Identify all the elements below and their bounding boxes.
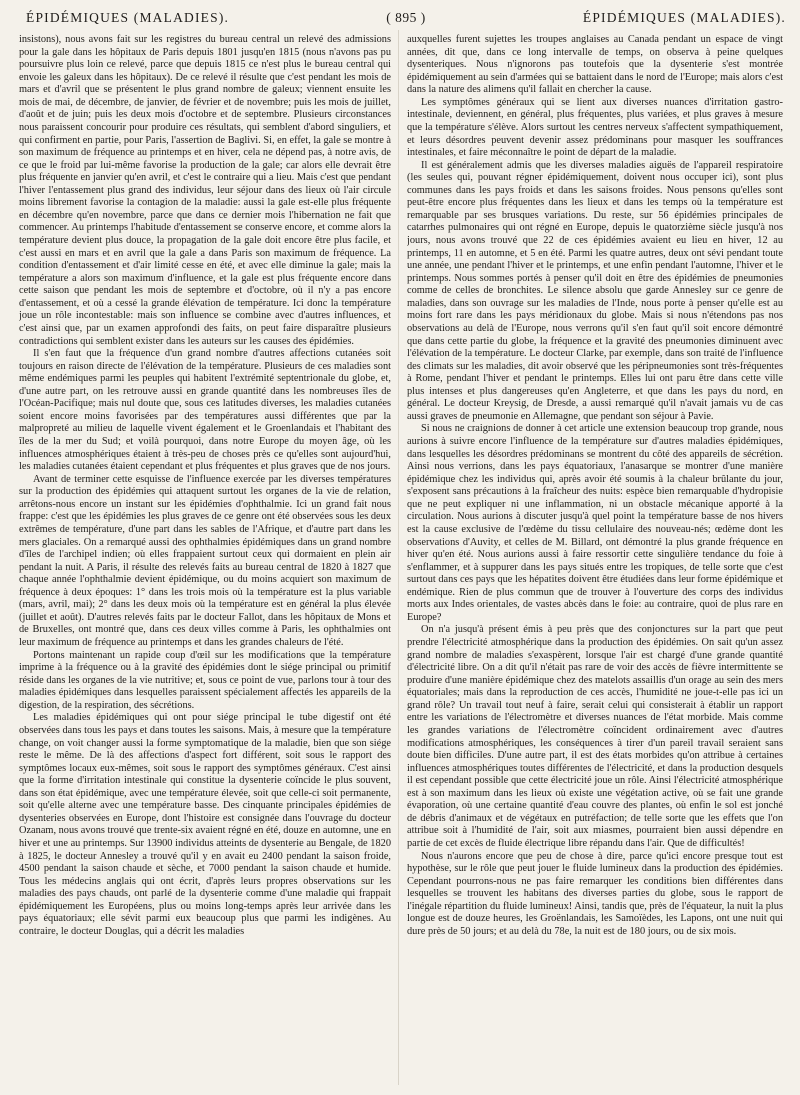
page-number: ( 895 ) xyxy=(386,10,426,25)
paragraph: On n'a jusqu'à présent émis à peu près que des conjonctures sur la part que peut prendre l'électricité atmosphérique dans la production des épidémies. On sait qu'un assez grand nombre de maladies s'exaspèrent, lorsque l'air est chargé d'une grande quantité d'électricité libre. On a dit qu'il n'était pas rare de voir des accès de fièvre intermittente se produire d'une manière épidémique chez des matelots assaillis d'un orage au sein des mers équatoriales; mais dans la reproduction de ces accès, l'humidité ne joue-t-elle pas ici un grand rôle? Un travail tout neuf à faire, serait celui qui consisterait à établir un rapport entre les variations de l'électromètre et diverses nuances de l'état morbide. Mais comme les grandes variations de l'électromètre coïncident ordinairement avec d'autres modifications atmosphériques, les conséquences à tirer d'un pareil travail seraient sans doute bien difficiles. D'une autre part, il est des états morbides qu'on attribue à certaines influences atmosphériques toutes différentes de l'électricité, et dans la production desquels il est cependant possible que cette électricité joue un rôle. Ainsi l'électricité atmosphérique est à son maximum dans les lieux où existe une végétation active, où se fait une grande évaporation, où une certaine quantité d'eau couvre des plantes, où enfin le sol est jonché de débris d'animaux et de végétaux en putréfaction; de telle sorte que les effets que l'on attribue soit à l'humidité de l'air, soit aux miasmes, pourraient bien aussi dépendre en partie de cet excès de fluide électrique libre répandu dans l'air. Que de difficultés! xyxy=(407,624,783,849)
right-column xyxy=(407,34,783,1086)
paragraph: Si nous ne craignions de donner à cet article une extension beaucoup trop grande, nous aurions à suivre encore l'influence de la température sur d'autres maladies épidémiques, dans lesquelles les désordres prédominans se montrent du côté des appareils de sécrétion. Ainsi nous verrions, dans les pays équatoriaux, l'anasarque se montrer d'une manière épidémique chez les individus qui, après avoir été soumis à la chaleur brûlante du jour, s'exposent sans précautions à la fraîcheur des nuits: espèce bien remarquable d'hydropisie que ne peut expliquer ni une inflammation, ni un obstacle mécanique apporté à la circulation. Nous aurions à discuter jusqu'à quel point la température basse de nos hivers est la cause exclusive de l'œdème du tissu cellulaire des nouveau-nés; œdème dont les observations d'Auvity, et celles de M. Billard, ont démontré la plus grande fréquence en hiver qu'en été. Nous aurions aussi à faire ressortir cette singulière tendance du foie à s'enflammer, et à suppurer dans les pays situés entre les tropiques, de telle sorte que c'est surtout dans ces pays que les hépatites doivent être étudiées dans leur forme épidémique et endémique. Rien de plus commun que de trouver à l'ouverture des corps des individus morts aux Indes orientales, de vastes abcès dans le foie: au contraire, quoi de plus rare en Europe? xyxy=(407,423,783,623)
header-right-title: ÉPIDÉMIQUES (MALADIES). xyxy=(582,10,786,25)
paragraph: Portons maintenant un rapide coup d'œil sur les modifications que la température imprime à la fréquence ou à la gravité des épidémies dont le siége principal ou primitif réside dans les organes de la vie nutritive; et, sous ce point de vue, parlons tour à tour des maladies épidémiques dans lesquelles paraissent spécialement affectés les appareils de la digestion, de la respiration, des sécrétions. xyxy=(19,649,391,711)
column-divider xyxy=(398,30,399,1085)
header-left-title: ÉPIDÉMIQUES (MALADIES). xyxy=(26,10,230,25)
paragraph: Avant de terminer cette esquisse de l'influence exercée par les diverses températures sur la production des épidémies qui attaquent surtout les organes de la vie de relation, arrêtons-nous encore un instant sur les épidémies d'ophthalmie. Ici un grand fait nous frappe: c'est que les épidémies les plus graves de ce genre ont été observées sous les deux extrêmes de température, d'une part dans les sables de l'Afrique, et d'autre part dans les mers glaciales. On a remarqué aussi des ophthalmies épidémiques dans un grand nombre d'îles de l'archipel indien; où elles frappaient surtout ceux qui dormaient en plein air pendant la nuit. A Paris, il résulte des relevés faits au bureau central de 1820 à 1827 que chaque année l'ophthalmie devient épidémique, ou du moins acquiert son maximum de fréquence à deux époques: 1° dans les trois mois où la température est la plus variable (mars, avril, mai); 2° dans les deux mois où la température est en général la plus élevée (juillet et août). D'autres relevés faits par le docteur Fallot, dans les hôpitaux de Mons et de Bruxelles, ont montré que, dans ces deux villes comme à Paris, les ophthalmies ont leur maximum de fréquence au printemps et dans les grandes chaleurs de l'été. xyxy=(19,473,391,648)
paragraph: Les symptômes généraux qui se lient aux diverses nuances d'irritation gastro-intestinale, deviennent, en général, plus fréquentes, plus variées, et plus graves à mesure que la température s'élève. Alors surtout les centres nerveux s'affectent sympathiquement, et leurs désordres peuvent devenir assez prédominans pour masquer les souffrances intestinales, et faire méconnaître le point de départ de la maladie. xyxy=(407,96,783,159)
paragraph: insistons), nous avons fait sur les registres du bureau central un relevé des admissions pour la gale dans les hôpitaux de Paris depuis 1801 jusqu'en 1815 (nous n'avons pas pu poursuivre plus loin ce relevé, parce que depuis 1815 ce n'est plus le bureau central qui envoie les galeux dans les hôpitaux). De ce relevé il résulte que c'est pendant les mois de mars et d'avril que se présentent le plus grand nombre de galeux; viennent ensuite les mois de mai, de décembre, de janvier, de février et de novembre; puis les mois de juillet, d'août et de juin; puis les deux mois d'octobre et de septembre. Plusieurs circonstances nous paraissent concourir pour produire ces résultats, qui semblent d'abord singuliers, et qui confirment en partie, pour Paris, l'assertion de Baglivi. Si, en effet, la gale se montre à son maximum de fréquence au printemps et en hiver, cela ne dépend pas, à notre avis, de ce que le froid par lui-même favorise la production de la gale; car alors elle devrait être plus fréquente en janvier qu'en avril, et c'est le contraire qui a lieu. Mais c'est que pendant l'hiver l'entassement plus grand des individus, leur séjour dans des lieux où l'air circule moins librement favorise la contagion de la maladie: aussi la gale est-elle plus fréquente en décembre qu'en novembre, parce que dans ce dernier mois l'hibernation ne fait que commencer. Au printemps l'habitude d'entassement se conserve encore, et comme alors la température devient plus douce, la propagation de la gale doit encore être plus facile, et c'est aussi en mars et en avril que la gale a dans Paris son maximum de fréquence. La condition d'entassement et d'air limité cesse en été, et avec elle diminue la gale; mais la température a alors son maximum d'influence, et la gale est plus fréquente encore dans cette saison que pendant les mois de septembre et d'octobre, où il n'y a pas encore d'entassement, et où a cessé la grande élévation de température. Ici donc la température joue un rôle incontestable: mais son influence se combine avec d'autres influences, et c'est ainsi que, par un examen approfondi des faits, on peut faire disparaître plusieurs contradictions qui semblent exister dans les auteurs sur les causes des épidémies. xyxy=(19,34,391,347)
paragraph: Nous n'aurons encore que peu de chose à dire, parce qu'ici encore presque tout est hypothèse, sur le rôle que peut jouer le fluide lumineux dans la production des épidémies. Cependant pourrons-nous ne pas faire remarquer les conditions bien différentes dans lesquelles se trouvent les habitans des diverses parties du globe, sous le rapport de l'inégale répartition du fluide lumineux! Ainsi, tandis que, près de l'équateur, la nuit la plus longue est de douze heures, les Groënlandais, les Samoïèdes, les Lapons, ont une nuit qui dure près de 50 jours; et au delà du 78e, la nuit est de 180 jours, ou de six mois. xyxy=(407,850,783,937)
paragraph: Les maladies épidémiques qui ont pour siége principal le tube digestif ont été observées dans tous les pays et dans toutes les saisons. Mais, à mesure que la température change, on voit changer aussi la forme symptomatique de la maladie, bien que son siége reste le même. De là des affections d'aspect fort différent, soit sous le rapport des symptômes locaux eux-mêmes, soit sous le rapport des symptômes généraux. C'est ainsi que la forme d'irritation intestinale qui constitue la dysenterie coïncide le plus souvent, dans son état épidémique, avec une température élevée, soit que celle-ci soit permanente, soit qu'elle alterne avec une température basse. Des cinquante principales épidémies de dysenteries observées en Europe, dont l'histoire est consignée dans l'ouvrage du docteur Ozanam, nous avons trouvé que trente-six avaient régné en été, douze en automne, une en hiver et une au printemps. Sur 13900 individus atteints de dysenterie au Bengale, de 1820 à 1825, le docteur Annesley a trouvé qu'il y en avait eu 2400 pendant la saison froide, 4500 pendant la saison chaude et sèche, et 7000 pendant la saison chaude et humide. Tous les médecins anglais qui ont écrit, d'après leurs propres observations sur les maladies des pays chauds, ont parlé de la dysenterie comme d'une maladie qui frappait épidémiquement les Européens, plus ou moins long-temps après leur arrivée dans les pays équatoriaux; elle sévit parmi eux beaucoup plus que parmi les indigènes. Au contraire, le docteur Douglas, qui a décrit les maladies xyxy=(19,712,391,937)
paragraph: Il est généralement admis que les diverses maladies aiguës de l'appareil respiratoire (les seules qui, pouvant régner épidémiquement, doivent nous occuper ici), sont plus communes dans les pays froids et dans les saisons froides. Nous pensons qu'elles sont peut-être encore plus fréquentes dans les lieux et dans les temps où la température est remarquable par ses brusques variations. Du reste, sur 56 épidémies principales de catarrhes pulmonaires qui ont régné en Europe, depuis le quatorzième siècle jusqu'à nos jours, nous avons trouvé que 22 de ces épidémies avaient eu lieu en hiver, 12 au printemps, 11 en automne, et 5 en été. Parmi les quatre autres, deux ont sévi pendant toute une année, une pendant l'hiver et le printemps, et une enfin pendant l'automne, l'hiver et le printemps. Nous sommes portés à penser qu'il doit en être des épidémies de pneumonies comme de celles de bronchites. Le silence absolu que garde Annesley sur ce genre de maladies, dans son ouvrage sur les maladies de l'Inde, nous porte à penser qu'elle est au moins fort rare dans les pays méridionaux du globe. Mais si nous n'étendons pas nos observations au delà de l'Europe, nous verrons qu'il s'en faut qu'il soit encore démontré que dans cette partie du globe, la fréquence et la gravité des pneumonies diminuent avec l'élévation de la température. Le docteur Clarke, par exemple, dans son traité de l'influence des climats sur les maladies, dit avoir observé que les péripneumonies sont très-fréquentes à Rome, pendant l'hiver et pendant le printemps. Elles lui ont paru être dans cette ville plus intenses et plus dangereuses qu'en Angleterre, et que dans les pays du nord, en général. Le docteur Kreysig, de Dresde, a aussi remarqué qu'il n'avait jamais vu de cas aussi graves de pneumonie en Allemagne, que pendant son séjour à Pavie. xyxy=(407,159,783,422)
paragraph: Il s'en faut que la fréquence d'un grand nombre d'autres affections cutanées soit toujours en raison directe de l'élévation de la température. Plusieurs de ces maladies sont même endémiques parmi les peuples qui habitent l'extrémité septentrionale du globe, et, d'une autre part, on les retrouve aussi en grande quantité dans les nombreuses îles de l'Océan-Pacifique; mais nul doute que, sous ces latitudes diverses, les maladies cutanées soient encore moins favorisées par des températures aussi différentes que par la malpropreté au milieu de laquelle vivent également et le Groenlandais et l'habitant des îles de la mer du Sud; et voilà pourquoi, dans notre Europe du moyen âge, où les influences atmosphériques étaient à très-peu de choses près ce qu'elles sont aujourd'hui, les maladies cutanées étaient cependant et plus fréquentes et plus graves que de nos jours. xyxy=(19,348,391,473)
left-column xyxy=(19,34,391,1086)
paragraph: auxquelles furent sujettes les troupes anglaises au Canada pendant un espace de vingt années, dit que, dans ce long intervalle de temps, on observa à peine quelques dysenteriques. Nous n'ignorons pas toutefois que la dysenterie s'est montrée épidémiquement au sein d'armées qui se battaient dans le nord de l'Europe; mais alors c'est dans la nature des alimens qu'il fallait en chercher la cause. xyxy=(407,34,783,96)
running-header xyxy=(26,10,786,30)
